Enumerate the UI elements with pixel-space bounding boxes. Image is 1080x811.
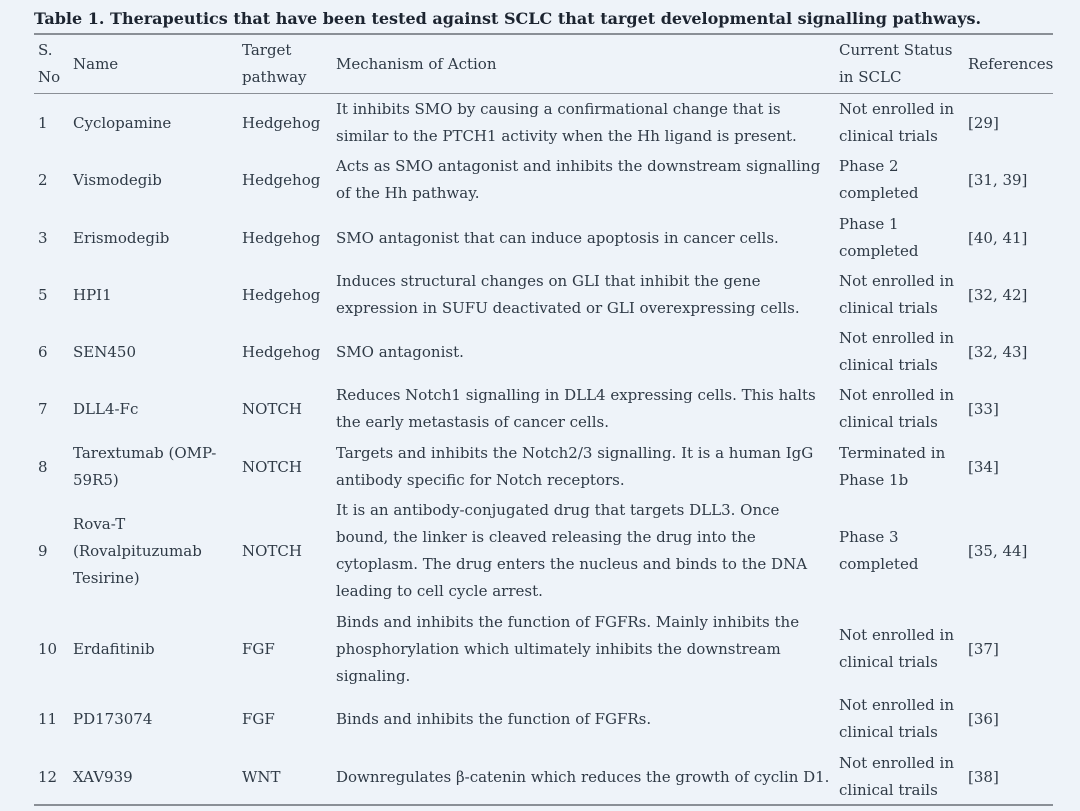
cell-name: Rova-T (Rovalpituzumab Tesirine) — [73, 514, 202, 587]
cell-name: Erdafitinib — [73, 639, 155, 658]
cell-s-no: 9 — [38, 541, 48, 560]
cell-s-no: 5 — [38, 285, 48, 304]
table-bottom-rule — [34, 804, 1053, 806]
cell-current-status: Not enrolled in clinical trials — [839, 626, 954, 671]
cell-references: [33] — [968, 399, 999, 418]
cell-references: [36] — [968, 709, 999, 728]
cell-references: [32, 43] — [968, 342, 1028, 361]
cell-current-status: Phase 3 completed — [839, 528, 919, 573]
cell-current-status: Not enrolled in clinical trials — [839, 386, 954, 431]
cell-references: [32, 42] — [968, 285, 1028, 304]
cell-name: XAV939 — [73, 767, 133, 786]
cell-target-pathway: Hedgehog — [242, 170, 321, 189]
cell-mechanism: Acts as SMO antagonist and inhibits the downstream signalling of the Hh pathway. — [336, 157, 821, 202]
cell-s-no: 7 — [38, 399, 48, 418]
cell-s-no: 12 — [38, 767, 58, 786]
cell-target-pathway: Hedgehog — [242, 342, 321, 361]
cell-mechanism: SMO antagonist that can induce apoptosis in cancer cells. — [336, 228, 779, 247]
cell-s-no: 8 — [38, 457, 48, 476]
cell-references: [29] — [968, 113, 999, 132]
cell-current-status: Terminated in Phase 1b — [839, 444, 946, 489]
cell-name: Tarextumab (OMP-59R5) — [73, 444, 217, 489]
cell-name: Vismodegib — [73, 170, 162, 189]
cell-target-pathway: NOTCH — [242, 541, 302, 560]
cell-target-pathway: FGF — [242, 709, 275, 728]
table-top-rule — [34, 33, 1053, 35]
cell-current-status: Not enrolled in clinical trials — [839, 100, 954, 145]
cell-references: [38] — [968, 767, 999, 786]
header-mechanism: Mechanism of Action — [336, 54, 497, 73]
cell-current-status: Not enrolled in clinical trials — [839, 329, 954, 374]
cell-target-pathway: FGF — [242, 639, 275, 658]
cell-mechanism: Targets and inhibits the Notch2/3 signalling. It is a human IgG antibody specific for Notch receptors. — [336, 444, 814, 489]
cell-current-status: Not enrolled in clinical trials — [839, 696, 954, 741]
cell-target-pathway: Hedgehog — [242, 113, 321, 132]
cell-target-pathway: NOTCH — [242, 399, 302, 418]
cell-current-status: Phase 2 completed — [839, 157, 919, 202]
header-current-status: Current Status in SCLC — [839, 41, 953, 86]
cell-references: [31, 39] — [968, 170, 1028, 189]
cell-s-no: 1 — [38, 113, 48, 132]
cell-mechanism: Binds and inhibits the function of FGFRs. Mainly inhibits the phosphorylation which ultimately inhibits the downstream signaling. — [336, 612, 800, 685]
cell-references: [34] — [968, 457, 999, 476]
cell-mechanism: It is an antibody-conjugated drug that targets DLL3. Once bound, the linker is cleaved releasing the drug into the cytoplasm. The drug enters the nucleus and binds to the DNA leading to cell cycle arrest. — [336, 501, 808, 600]
cell-target-pathway: Hedgehog — [242, 228, 321, 247]
cell-current-status: Phase 1 completed — [839, 215, 919, 260]
cell-mechanism: It inhibits SMO by causing a confirmational change that is similar to the PTCH1 activity when the Hh ligand is present. — [336, 100, 797, 145]
cell-references: [35, 44] — [968, 541, 1028, 560]
cell-s-no: 11 — [38, 709, 58, 728]
cell-mechanism: Induces structural changes on GLI that inhibit the gene expression in SUFU deactivated or GLI overexpressing cells. — [336, 272, 800, 317]
cell-mechanism: SMO antagonist. — [336, 342, 464, 361]
cell-name: DLL4-Fc — [73, 399, 139, 418]
table-header-rule — [34, 93, 1053, 94]
header-s-no: S. No — [38, 41, 61, 86]
cell-s-no: 3 — [38, 228, 48, 247]
cell-s-no: 2 — [38, 170, 48, 189]
cell-name: Cyclopamine — [73, 113, 172, 132]
cell-mechanism: Reduces Notch1 signalling in DLL4 expressing cells. This halts the early metastasis of cancer cells. — [336, 386, 816, 431]
table-caption: Table 1. Therapeutics that have been tested against SCLC that target developmental signalling pathways. — [34, 9, 982, 28]
cell-mechanism: Binds and inhibits the function of FGFRs. — [336, 709, 652, 728]
cell-current-status: Not enrolled in clinical trails — [839, 754, 954, 799]
cell-name: PD173074 — [73, 709, 153, 728]
cell-references: [40, 41] — [968, 228, 1028, 247]
cell-references: [37] — [968, 639, 999, 658]
cell-target-pathway: WNT — [242, 767, 281, 786]
cell-s-no: 10 — [38, 639, 58, 658]
cell-s-no: 6 — [38, 342, 48, 361]
cell-mechanism: Downregulates β-catenin which reduces the growth of cyclin D1. — [336, 767, 830, 786]
cell-name: SEN450 — [73, 342, 136, 361]
cell-target-pathway: NOTCH — [242, 457, 302, 476]
cell-name: HPI1 — [73, 285, 112, 304]
cell-current-status: Not enrolled in clinical trials — [839, 272, 954, 317]
header-target-pathway: Target pathway — [242, 41, 307, 86]
header-name: Name — [73, 54, 119, 73]
header-references: References — [968, 54, 1054, 73]
cell-target-pathway: Hedgehog — [242, 285, 321, 304]
cell-name: Erismodegib — [73, 228, 170, 247]
